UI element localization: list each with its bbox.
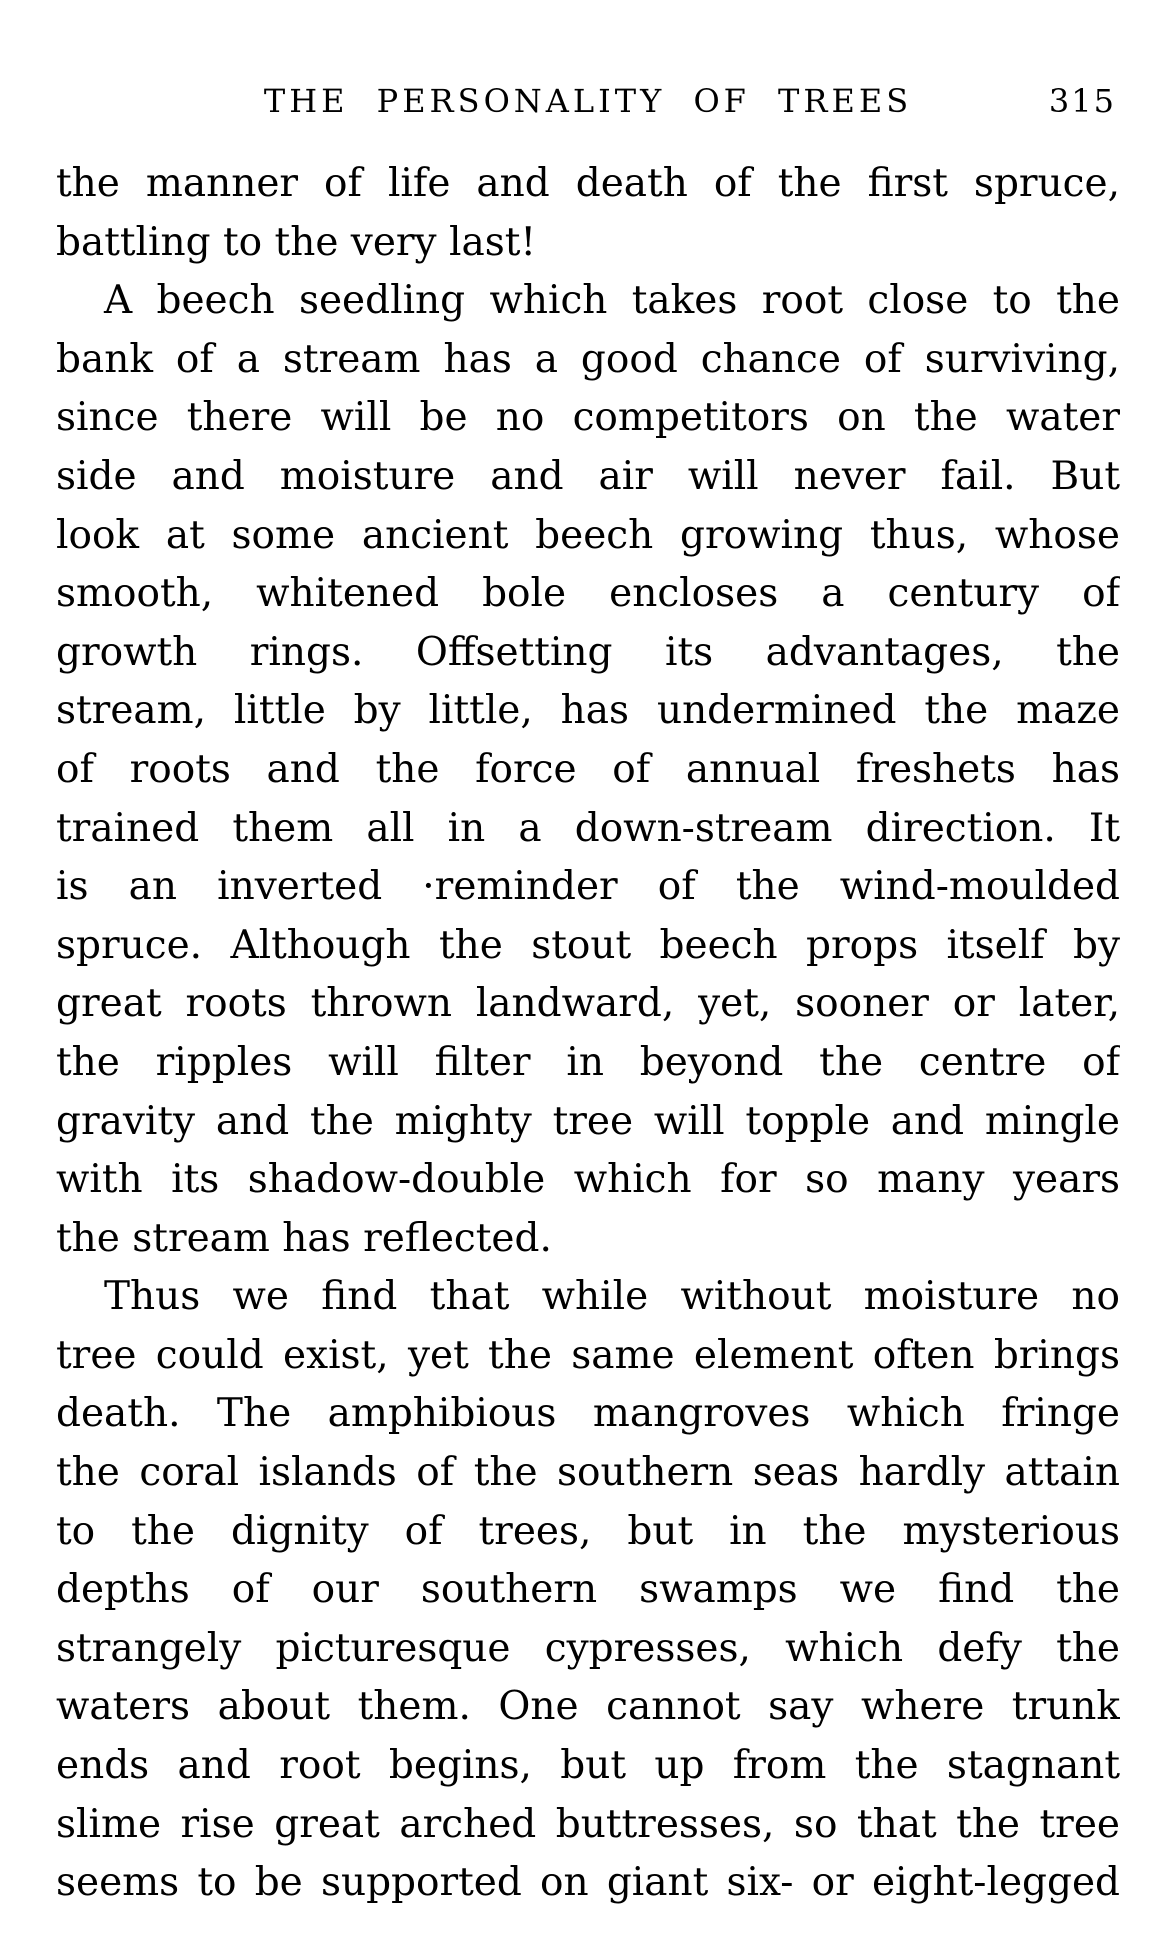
text-line: death. The amphibious mangroves which fringe bbox=[56, 1391, 1120, 1437]
text-line: the manner of life and death of the first spruce, bbox=[56, 161, 1120, 206]
text-line: stream, little by little, has undermined the maze bbox=[56, 688, 1120, 734]
text-line: Thus we find that while without moisture no bbox=[104, 1274, 1120, 1320]
text-line: strangely picturesque cypresses, which defy the bbox=[56, 1625, 1120, 1671]
page-number: 315 bbox=[1048, 82, 1116, 120]
text-line: depths of our southern swamps we find the bbox=[56, 1567, 1120, 1613]
text-line: the stream has reflected. bbox=[56, 1215, 552, 1261]
text-line: with its shadow-double which for so many years bbox=[56, 1157, 1120, 1203]
text-line: side and moisture and air will never fail. But bbox=[56, 453, 1120, 499]
text-line: look at some ancient beech growing thus, whose bbox=[56, 512, 1120, 558]
text-line: great roots thrown landward, yet, sooner or later, bbox=[56, 981, 1120, 1027]
text-line: gravity and the mighty tree will topple and mingle bbox=[56, 1098, 1120, 1144]
text-line: growth rings. Offsetting its advantages, the bbox=[56, 629, 1120, 675]
text-line: trained them all in a down-stream direction. It bbox=[56, 805, 1120, 851]
text-line: tree could exist, yet the same element often brings bbox=[56, 1332, 1120, 1378]
running-header bbox=[56, 82, 1120, 122]
text-line: waters about them. One cannot say where trunk bbox=[56, 1684, 1120, 1730]
text-line: spruce. Although the stout beech props itself by bbox=[56, 922, 1120, 968]
text-line: battling to the very last! bbox=[56, 219, 537, 265]
text-line: bank of a stream has a good chance of surviving, bbox=[56, 336, 1120, 382]
text-line: the ripples will filter in beyond the centre of bbox=[56, 1039, 1120, 1085]
page-title: THE PERSONALITY OF TREES bbox=[263, 82, 913, 120]
text-line: seems to be supported on giant six- or eight-legged bbox=[56, 1860, 1120, 1906]
body-text bbox=[56, 155, 1120, 1913]
text-line: since there will be no competitors on the water bbox=[56, 395, 1120, 441]
text-line: slime rise great arched buttresses, so that the tree bbox=[56, 1801, 1120, 1847]
text-line: smooth, whitened bole encloses a century of bbox=[56, 571, 1120, 617]
text-line: to the dignity of trees, but in the mysterious bbox=[56, 1508, 1120, 1554]
text-line: ends and root begins, but up from the stagnant bbox=[56, 1743, 1120, 1789]
text-line: the coral islands of the southern seas hardly attain bbox=[56, 1450, 1120, 1496]
text-line: is an inverted ·reminder of the wind-moulded bbox=[56, 864, 1120, 910]
text-line: A beech seedling which takes root close to the bbox=[104, 278, 1120, 324]
text-line: of roots and the force of annual freshets has bbox=[56, 746, 1120, 792]
